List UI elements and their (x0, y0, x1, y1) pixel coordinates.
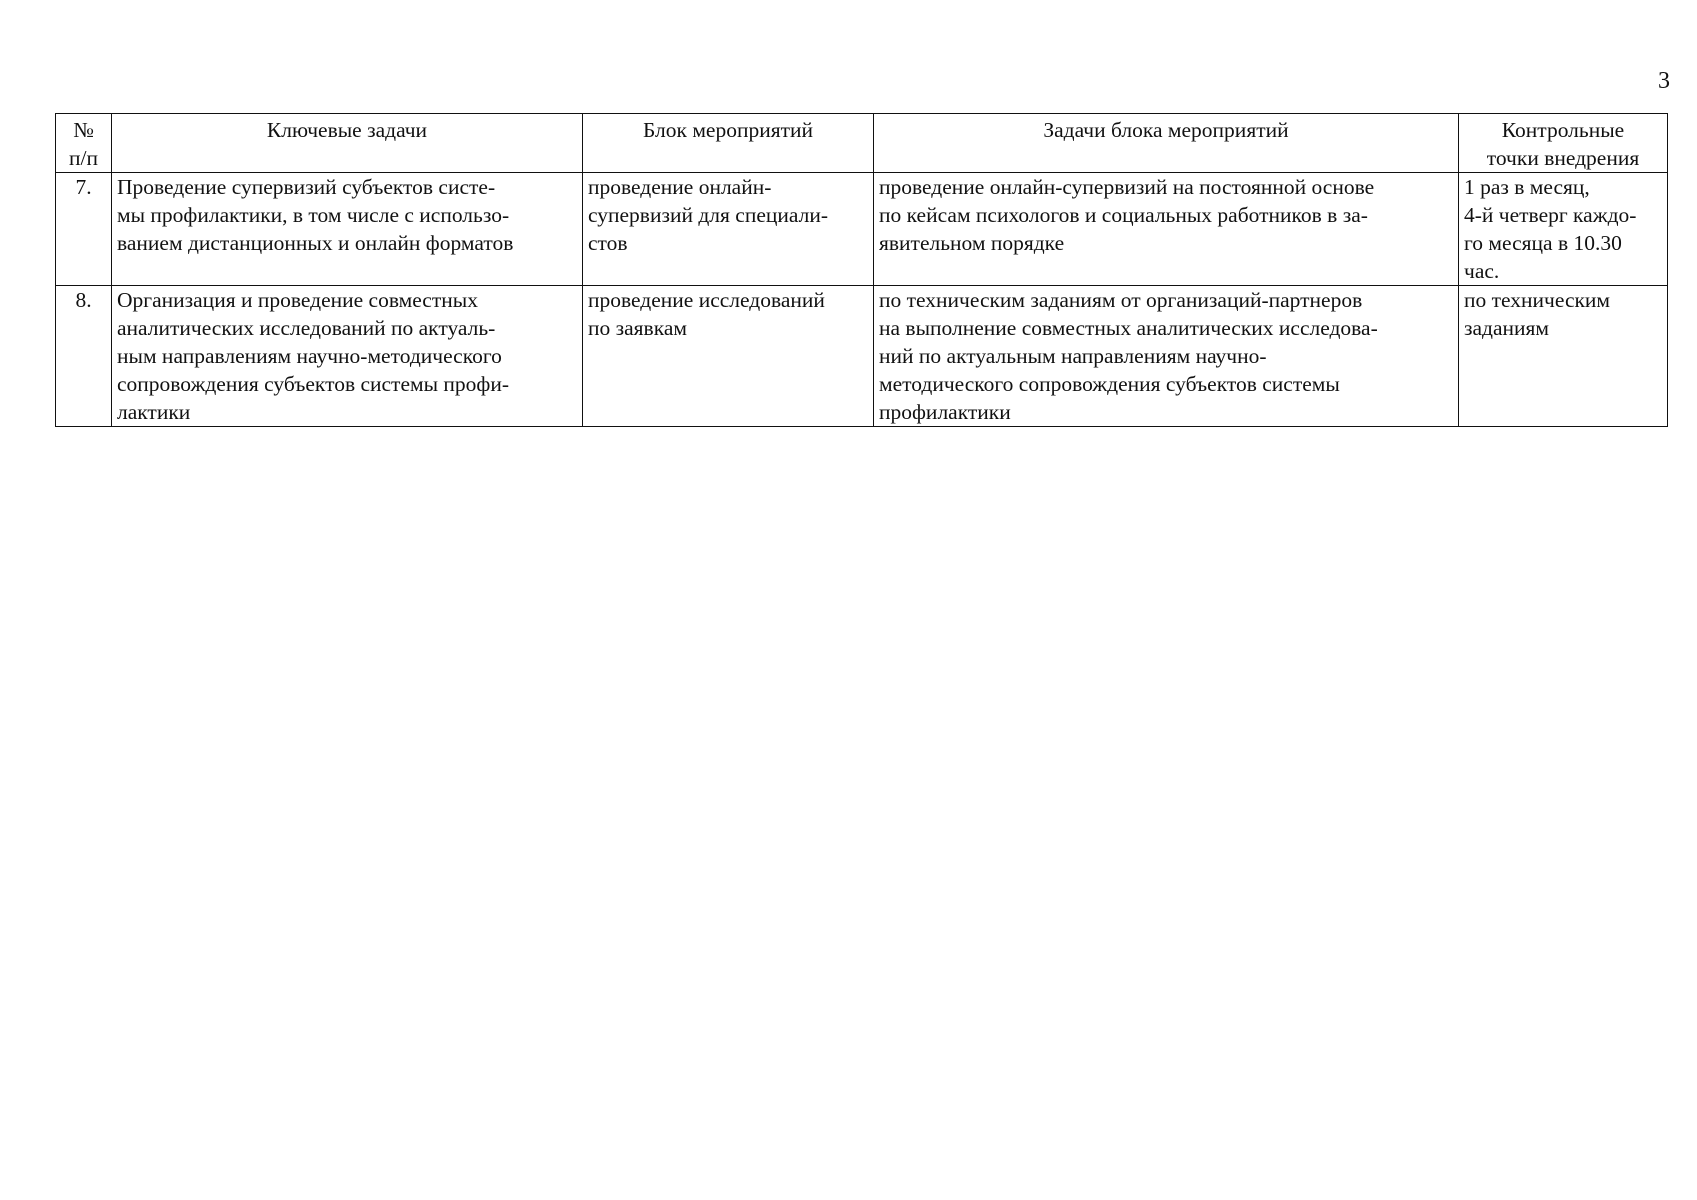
row-num-cell: 8. (56, 286, 112, 427)
table-row (56, 173, 1668, 286)
page-number: 3 (1658, 68, 1670, 94)
row-num-cell: 7. (56, 173, 112, 286)
block-tasks-cell: по техническим заданиям от организаций-партнеров на выполнение совместных аналитических исследова- ний по актуальным направлениям научно- методического сопровождения субъектов системы профилактики (874, 286, 1459, 427)
table-header-row (56, 114, 1668, 173)
header-checkpoints: Контрольные точки внедрения (1459, 114, 1668, 173)
activity-block-cell: проведение онлайн- супервизий для специали- стов (583, 173, 874, 286)
block-tasks-cell: проведение онлайн-супервизий на постоянной основе по кейсам психологов и социальных работников в за- явительном порядке (874, 173, 1459, 286)
checkpoints-cell: 1 раз в месяц, 4-й четверг каждо- го месяца в 10.30 час. (1459, 173, 1668, 286)
header-activity-block: Блок мероприятий (583, 114, 874, 173)
header-key-tasks: Ключевые задачи (112, 114, 583, 173)
table-header (56, 114, 1668, 173)
table-row (56, 286, 1668, 427)
checkpoints-cell: по техническим заданиям (1459, 286, 1668, 427)
measures-table (55, 113, 1668, 427)
key-tasks-cell: Проведение супервизий субъектов систе- мы профилактики, в том числе с использо- ванием дистанционных и онлайн форматов (112, 173, 583, 286)
header-block-tasks: Задачи блока мероприятий (874, 114, 1459, 173)
header-num: № п/п (56, 114, 112, 173)
activity-block-cell: проведение исследований по заявкам (583, 286, 874, 427)
key-tasks-cell: Организация и проведение совместных аналитических исследований по актуаль- ным направлениям научно-методического сопровождения субъектов системы профи- лактики (112, 286, 583, 427)
table-body (56, 173, 1668, 427)
